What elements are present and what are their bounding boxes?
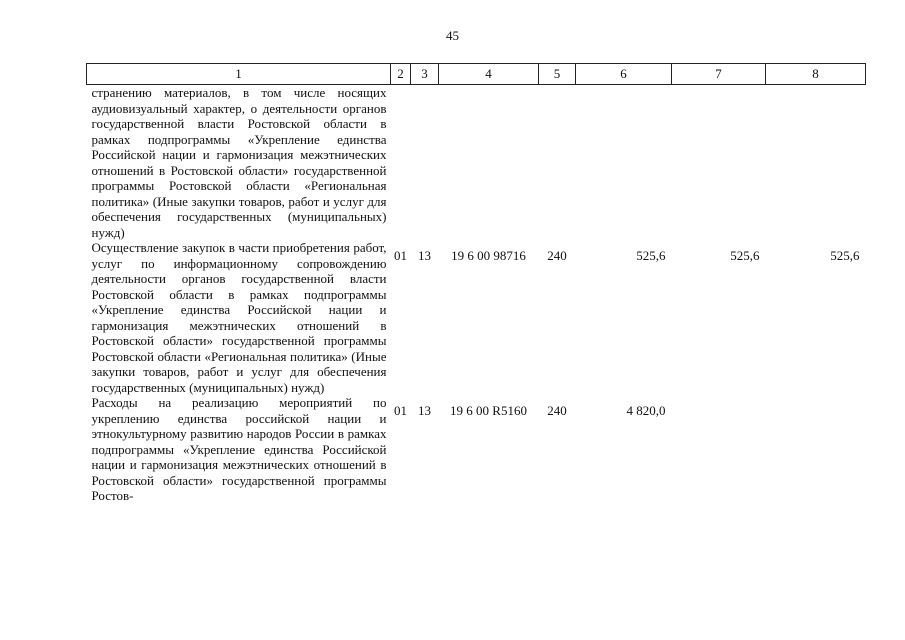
page-number: 45 (446, 28, 459, 43)
row-amount-year-1: 525,6 (636, 248, 666, 263)
row-section (391, 85, 411, 241)
table-body (87, 85, 866, 504)
row-expense-type (539, 85, 576, 241)
row-description-text: Осуществление закупок в части приобретения работ, услуг по информационному сопровождению деятельности органов государственной власти Ростовской области в рамках подпрограммы «Укрепление единства Российской нации и гармонизация межэтнических отношений в Ростовской области» государственной программы Ростовской области «Региональная политика» (Иные закупки товаров, работ и услуг для обеспечения государственных (муниципальных) нужд) (91, 240, 387, 395)
row-target-article (439, 85, 539, 241)
row-description (87, 395, 391, 504)
row-amount-year-3: 525,6 (830, 248, 860, 263)
row-description (87, 85, 391, 241)
row-description-text: странению материалов, в том числе носящих аудиовизуальный характер, о деятельности органов государственной власти Ростовской области в рамках подпрограммы «Укрепление единства Российской нации и гармонизация межэтнических отношений в Ростовской области» государственной программы Ростовской области «Региональная политика» (Иные закупки товаров, работ и услуг для обеспечения государственных (муниципальных) нужд) (91, 85, 387, 240)
header-col-7: 7 (672, 64, 766, 85)
header-row (87, 64, 866, 85)
row-amount-year-3 (766, 395, 866, 504)
row-amount-year-2 (672, 395, 766, 504)
table-row (87, 85, 866, 241)
row-amount-year-1: 4 820,0 (626, 403, 666, 418)
row-description (87, 240, 391, 395)
row-subsection: 13 (418, 248, 431, 263)
header-col-3: 3 (411, 64, 439, 85)
table-row (87, 395, 866, 504)
row-target-article: 19 6 00 R5160 (450, 403, 527, 418)
row-amount-year-1 (576, 85, 672, 241)
budget-table (86, 63, 866, 504)
table-row (87, 240, 866, 395)
row-subsection: 13 (418, 403, 431, 418)
header-col-8: 8 (766, 64, 866, 85)
header-col-2: 2 (391, 64, 411, 85)
row-amount-year-2: 525,6 (730, 248, 760, 263)
row-amount-year-2 (672, 85, 766, 241)
row-subsection (411, 85, 439, 241)
table-header (87, 64, 866, 85)
row-section: 01 (394, 248, 407, 263)
header-col-5: 5 (539, 64, 576, 85)
row-expense-type: 240 (547, 403, 567, 418)
header-col-1: 1 (87, 64, 391, 85)
row-section: 01 (394, 403, 407, 418)
header-col-6: 6 (576, 64, 672, 85)
row-expense-type: 240 (547, 248, 567, 263)
row-amount-year-3 (766, 85, 866, 241)
header-col-4: 4 (439, 64, 539, 85)
row-description-text: Расходы на реализацию мероприятий по укреплению единства российской нации и этнокультурному развитию народов России в рамках подпрограммы «Укрепление единства Российской нации и гармонизация межэтнических отношений в Ростовской области» государственной программы Ростов- (91, 395, 387, 503)
row-target-article: 19 6 00 98716 (451, 248, 526, 263)
